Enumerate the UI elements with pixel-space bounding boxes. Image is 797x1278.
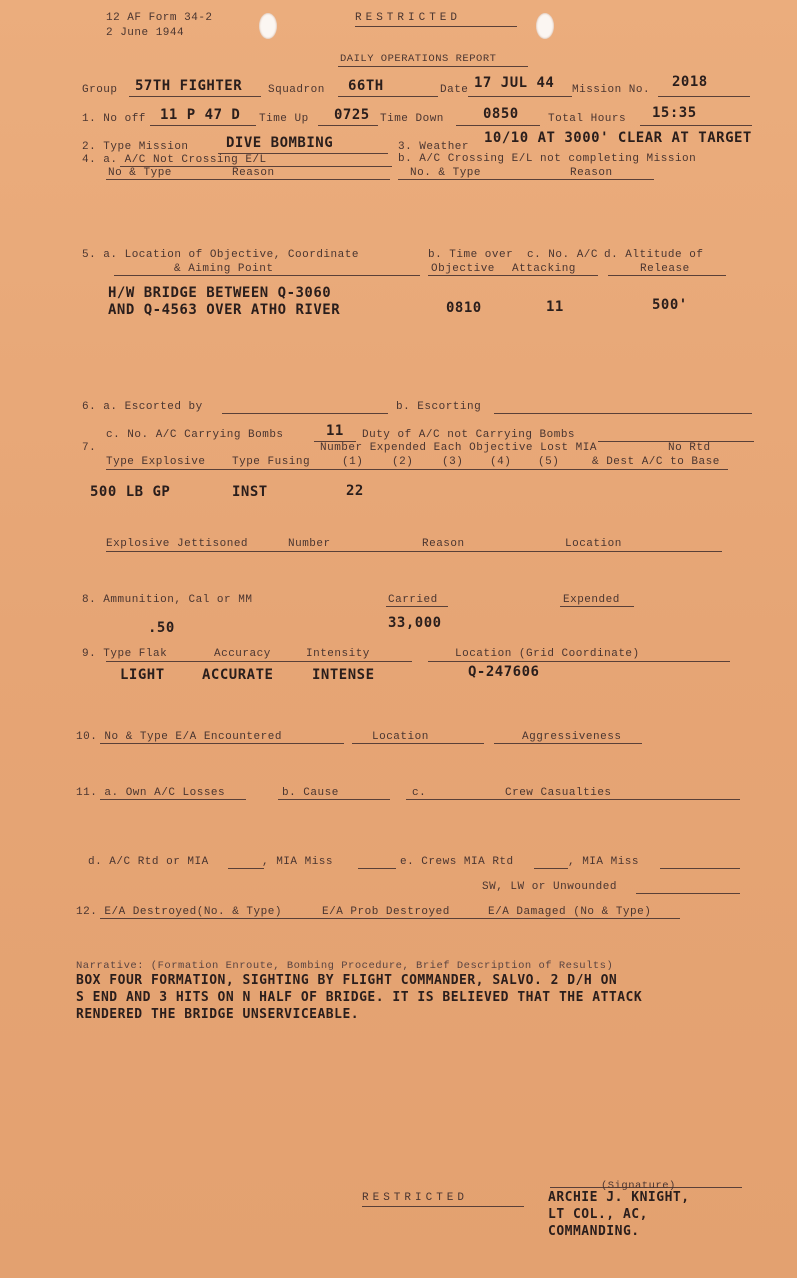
date-label: Date bbox=[440, 84, 469, 96]
time-over-value: 0810 bbox=[446, 300, 482, 316]
signatory-name: ARCHIE J. KNIGHT, bbox=[548, 1190, 690, 1205]
time-up-underline bbox=[318, 125, 378, 126]
group-value: 57TH FIGHTER bbox=[135, 78, 243, 94]
line5-sub-a: & Aiming Point bbox=[174, 263, 274, 275]
line5-sub-bc-underline bbox=[428, 275, 598, 276]
line12-underline bbox=[100, 918, 680, 919]
jettisoned-label: Explosive Jettisoned bbox=[106, 538, 249, 550]
flak-underline-2 bbox=[428, 661, 730, 662]
col-3-label: (3) bbox=[442, 456, 464, 468]
line4-b-label: b. A/C Crossing E/L not completing Mission bbox=[398, 153, 697, 165]
type-mission-label: 2. Type Mission bbox=[82, 141, 189, 153]
line5-a-label: 5. a. Location of Objective, Coordinate bbox=[82, 249, 359, 261]
date-value: 17 JUL 44 bbox=[474, 75, 555, 91]
line7-number: 7. bbox=[82, 442, 97, 454]
classification-underline bbox=[355, 26, 517, 27]
type-fusing-label: Type Fusing bbox=[232, 456, 311, 468]
narrative-label: Narrative: (Formation Enroute, Bombing Procedure, Brief Description of Results) bbox=[76, 960, 614, 972]
ea-destroyed-label: 12. E/A Destroyed(No. & Type) bbox=[76, 906, 282, 918]
carrying-value: 11 bbox=[326, 423, 344, 439]
signatory-title: COMMANDING. bbox=[548, 1224, 640, 1239]
objective-line-2: AND Q-4563 OVER ATHO RIVER bbox=[108, 302, 341, 318]
line5-sub-d: Release bbox=[640, 263, 690, 275]
carried-value: 33,000 bbox=[388, 615, 442, 631]
squadron-label: Squadron bbox=[268, 84, 325, 96]
ac-rtd-label: d. A/C Rtd or MIA bbox=[88, 856, 209, 868]
expended-label: Number Expended Each Objective Lost MIA bbox=[320, 442, 597, 454]
mia-miss-label-2: , MIA Miss bbox=[568, 856, 640, 868]
line4-reason-1: Reason bbox=[232, 167, 275, 179]
group-underline bbox=[129, 96, 261, 97]
flak-intensity-value: INTENSE bbox=[312, 667, 375, 683]
line4-no-type-2: No. & Type bbox=[410, 167, 482, 179]
carried-label: Carried bbox=[388, 594, 438, 606]
form-id: 12 AF Form 34-2 bbox=[106, 12, 213, 24]
line4-a-label: 4. a. A/C Not Crossing E/L bbox=[82, 154, 267, 166]
explosive-value: 500 LB GP bbox=[90, 484, 171, 500]
cause-underline bbox=[278, 799, 390, 800]
escorted-label: 6. a. Escorted by bbox=[82, 401, 203, 413]
total-hours-value: 15:35 bbox=[652, 105, 697, 121]
ea-encountered-label: 10. No & Type E/A Encountered bbox=[76, 731, 282, 743]
squadron-value: 66TH bbox=[348, 78, 384, 94]
no-off-underline bbox=[150, 125, 256, 126]
line4-no-type-1: No & Type bbox=[108, 167, 172, 179]
jet-number-label: Number bbox=[288, 538, 331, 550]
intensity-label: Intensity bbox=[306, 648, 370, 660]
carrying-label: c. No. A/C Carrying Bombs bbox=[106, 429, 284, 441]
punch-hole-right bbox=[536, 13, 554, 39]
no-off-value: 11 P 47 D bbox=[160, 107, 241, 123]
classification-bottom: RESTRICTED bbox=[362, 1192, 469, 1204]
weather-value: 10/10 AT 3000' CLEAR AT TARGET bbox=[484, 130, 752, 146]
ammo-expended-underline bbox=[560, 606, 634, 607]
classification-top: RESTRICTED bbox=[355, 12, 462, 24]
line5-sub-d-underline bbox=[608, 275, 726, 276]
col-4-label: (4) bbox=[490, 456, 512, 468]
no-off-label: 1. No off bbox=[82, 113, 146, 125]
duty-label: Duty of A/C not Carrying Bombs bbox=[362, 429, 576, 441]
mission-value: 2018 bbox=[672, 74, 708, 90]
type-explosive-label: Type Explosive bbox=[106, 456, 206, 468]
time-up-label: Time Up bbox=[259, 113, 309, 125]
cause-label: b. Cause bbox=[282, 787, 339, 799]
type-mission-value: DIVE BOMBING bbox=[226, 135, 334, 151]
flak-type-value: LIGHT bbox=[120, 667, 165, 683]
date-underline bbox=[468, 96, 572, 97]
col-2-label: (2) bbox=[392, 456, 414, 468]
mission-underline bbox=[658, 96, 750, 97]
ea-location-label: Location bbox=[372, 731, 429, 743]
no-rtd-label: No Rtd bbox=[668, 442, 711, 454]
line4-sub-underline-1 bbox=[106, 179, 390, 180]
col-5-label: (5) bbox=[538, 456, 560, 468]
ea-damaged-label: E/A Damaged (No & Type) bbox=[488, 906, 652, 918]
jet-reason-label: Reason bbox=[422, 538, 465, 550]
mia-miss-underline-2 bbox=[660, 868, 740, 869]
punch-hole-left bbox=[259, 13, 277, 39]
escorted-underline bbox=[222, 413, 388, 414]
ammunition-label: 8. Ammunition, Cal or MM bbox=[82, 594, 253, 606]
mia-miss-underline bbox=[358, 868, 396, 869]
narrative-line-1: BOX FOUR FORMATION, SIGHTING BY FLIGHT COMMANDER, SALVO. 2 D/H ON bbox=[76, 973, 618, 988]
own-losses-underline bbox=[100, 799, 246, 800]
ea-encountered-underline bbox=[100, 743, 344, 744]
ac-attacking-value: 11 bbox=[546, 299, 564, 315]
altitude-value: 500' bbox=[652, 297, 688, 313]
cal-value: .50 bbox=[148, 620, 175, 636]
flak-location-label: Location (Grid Coordinate) bbox=[455, 648, 640, 660]
ea-location-underline bbox=[352, 743, 484, 744]
time-down-value: 0850 bbox=[483, 106, 519, 122]
jettisoned-underline bbox=[106, 551, 722, 552]
line4-reason-2: Reason bbox=[570, 167, 613, 179]
total-hours-label: Total Hours bbox=[548, 113, 627, 125]
line5-b-label: b. Time over bbox=[428, 249, 514, 261]
flak-accuracy-value: ACCURATE bbox=[202, 667, 274, 683]
ammo-expended-label: Expended bbox=[563, 594, 620, 606]
narrative-line-2: S END AND 3 HITS ON N HALF OF BRIDGE. IT IS BELIEVED THAT THE ATTACK bbox=[76, 990, 643, 1005]
fusing-value: INST bbox=[232, 484, 268, 500]
group-label: Group bbox=[82, 84, 118, 96]
own-losses-label: 11. a. Own A/C Losses bbox=[76, 787, 226, 799]
crews-mia-underline bbox=[534, 868, 568, 869]
escorting-underline bbox=[494, 413, 752, 414]
signatory-rank: LT COL., AC, bbox=[548, 1207, 648, 1222]
title-underline bbox=[338, 66, 528, 67]
objective-line-1: H/W BRIDGE BETWEEN Q-3060 bbox=[108, 285, 332, 301]
line5-sub-a-underline bbox=[114, 275, 420, 276]
flak-label: 9. Type Flak bbox=[82, 648, 168, 660]
line5-c-label: c. No. A/C bbox=[527, 249, 599, 261]
jet-location-label: Location bbox=[565, 538, 622, 550]
flak-underline-1 bbox=[106, 661, 412, 662]
dest-label: & Dest A/C to Base bbox=[592, 456, 720, 468]
carried-underline bbox=[386, 606, 448, 607]
weather-label: 3. Weather bbox=[398, 141, 470, 153]
time-up-value: 0725 bbox=[334, 107, 370, 123]
number-value: 22 bbox=[346, 483, 364, 499]
narrative-line-3: RENDERED THE BRIDGE UNSERVICEABLE. bbox=[76, 1007, 360, 1022]
sw-lw-underline bbox=[636, 893, 740, 894]
line5-sub-b: Objective bbox=[431, 263, 495, 275]
total-hours-underline bbox=[640, 125, 752, 126]
line5-d-label: d. Altitude of bbox=[604, 249, 704, 261]
mission-label: Mission No. bbox=[572, 84, 651, 96]
time-down-underline bbox=[456, 125, 540, 126]
line5-sub-c: Attacking bbox=[512, 263, 576, 275]
crew-underline bbox=[406, 799, 740, 800]
c-label: c. bbox=[412, 787, 427, 799]
line4-sub-underline-2 bbox=[398, 179, 654, 180]
accuracy-label: Accuracy bbox=[214, 648, 271, 660]
crews-mia-label: e. Crews MIA Rtd bbox=[400, 856, 514, 868]
flak-location-value: Q-247606 bbox=[468, 664, 540, 680]
escorting-label: b. Escorting bbox=[396, 401, 482, 413]
time-down-label: Time Down bbox=[380, 113, 444, 125]
sw-lw-label: SW, LW or Unwounded bbox=[482, 881, 617, 893]
squadron-underline bbox=[338, 96, 438, 97]
aggressiveness-underline bbox=[494, 743, 642, 744]
report-title: DAILY OPERATIONS REPORT bbox=[340, 53, 497, 65]
aggressiveness-label: Aggressiveness bbox=[522, 731, 622, 743]
classification-bottom-underline bbox=[362, 1206, 524, 1207]
line7-header-underline bbox=[106, 469, 728, 470]
ac-rtd-underline bbox=[228, 868, 264, 869]
crew-casualties-label: Crew Casualties bbox=[505, 787, 612, 799]
mia-miss-label: , MIA Miss bbox=[262, 856, 334, 868]
ea-prob-label: E/A Prob Destroyed bbox=[322, 906, 450, 918]
form-date: 2 June 1944 bbox=[106, 27, 185, 39]
col-1-label: (1) bbox=[342, 456, 364, 468]
signature-label: (Signature) bbox=[601, 1180, 676, 1192]
